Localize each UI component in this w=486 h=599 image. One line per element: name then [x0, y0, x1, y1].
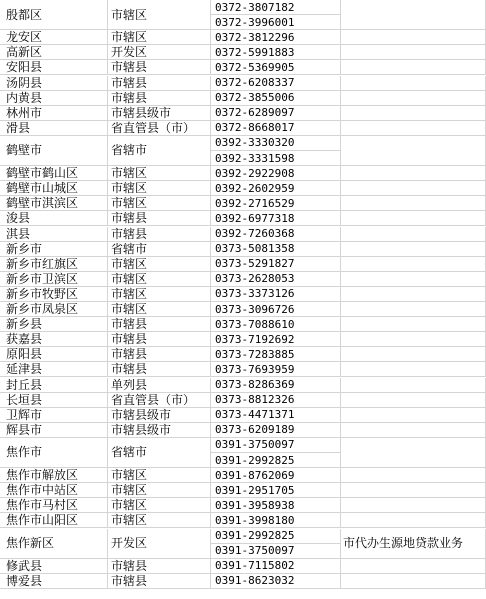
phone-cell[interactable]: 0373-7693959: [211, 362, 341, 377]
type-cell[interactable]: 市辖县: [108, 91, 211, 106]
district-cell[interactable]: 焦作新区: [0, 529, 108, 559]
type-cell[interactable]: 省辖市: [108, 136, 211, 166]
phone-cell[interactable]: 0391-3958938: [211, 498, 341, 513]
note-cell[interactable]: [341, 136, 486, 166]
district-cell[interactable]: 安阳县: [0, 60, 108, 75]
type-cell[interactable]: 市辖县: [108, 559, 211, 574]
note-cell[interactable]: [341, 45, 486, 60]
note-cell[interactable]: [341, 60, 486, 75]
phone-cell[interactable]: 0372-6208337: [211, 76, 341, 91]
note-cell[interactable]: [341, 121, 486, 136]
note-cell[interactable]: [341, 498, 486, 513]
district-cell[interactable]: 新乡市红旗区: [0, 257, 108, 272]
phone-cell[interactable]: 0372-5991883: [211, 45, 341, 60]
phone-cell[interactable]: 0392-2716529: [211, 196, 341, 211]
note-cell[interactable]: [341, 559, 486, 574]
phone-cell[interactable]: 0373-4471371: [211, 408, 341, 423]
district-cell[interactable]: 鹤壁市山城区: [0, 181, 108, 196]
type-cell[interactable]: 市辖区: [108, 272, 211, 287]
type-cell[interactable]: 市辖县级市: [108, 106, 211, 121]
phone-cell[interactable]: 0391-3750097: [211, 544, 341, 559]
district-cell[interactable]: 焦作市马村区: [0, 498, 108, 513]
note-cell[interactable]: [341, 468, 486, 483]
district-cell[interactable]: 博爱县: [0, 574, 108, 589]
phone-cell[interactable]: 0391-3998180: [211, 513, 341, 528]
type-cell[interactable]: 省辖市: [108, 438, 211, 468]
type-cell[interactable]: 市辖区: [108, 196, 211, 211]
type-cell[interactable]: 单列县: [108, 378, 211, 393]
type-cell[interactable]: 市辖区: [108, 513, 211, 528]
note-cell[interactable]: [341, 30, 486, 45]
type-cell[interactable]: 市辖县: [108, 317, 211, 332]
phone-cell[interactable]: 0391-3750097: [211, 438, 341, 453]
note-cell[interactable]: [341, 438, 486, 468]
type-cell[interactable]: 省辖市: [108, 242, 211, 257]
phone-cell[interactable]: 0392-3330320: [211, 136, 341, 151]
note-cell[interactable]: [341, 483, 486, 498]
phone-cell[interactable]: 0372-6289097: [211, 106, 341, 121]
phone-cell[interactable]: 0391-2992825: [211, 529, 341, 544]
district-cell[interactable]: 鹤壁市: [0, 136, 108, 166]
note-cell[interactable]: [341, 196, 486, 211]
district-cell[interactable]: 新乡市凤泉区: [0, 302, 108, 317]
district-cell[interactable]: 高新区: [0, 45, 108, 60]
phone-cell[interactable]: 0392-7260368: [211, 227, 341, 242]
note-cell[interactable]: [341, 227, 486, 242]
type-cell[interactable]: 市辖县: [108, 332, 211, 347]
phone-cell[interactable]: 0392-3331598: [211, 151, 341, 166]
district-cell[interactable]: 焦作市中站区: [0, 483, 108, 498]
district-cell[interactable]: 新乡市卫滨区: [0, 272, 108, 287]
phone-cell[interactable]: 0373-7088610: [211, 317, 341, 332]
phone-cell[interactable]: 0391-8623032: [211, 574, 341, 589]
district-cell[interactable]: 淇县: [0, 227, 108, 242]
note-cell[interactable]: [341, 574, 486, 589]
note-cell[interactable]: [341, 302, 486, 317]
type-cell[interactable]: 市辖县: [108, 574, 211, 589]
note-cell[interactable]: [341, 393, 486, 408]
phone-cell[interactable]: 0391-7115802: [211, 559, 341, 574]
district-cell[interactable]: 浚县: [0, 211, 108, 226]
district-cell[interactable]: 殷都区: [0, 0, 108, 30]
note-cell[interactable]: [341, 257, 486, 272]
note-cell[interactable]: [341, 166, 486, 181]
district-cell[interactable]: 原阳县: [0, 347, 108, 362]
type-cell[interactable]: 市辖县级市: [108, 423, 211, 438]
district-cell[interactable]: 新乡市: [0, 242, 108, 257]
district-cell[interactable]: 内黄县: [0, 91, 108, 106]
district-cell[interactable]: 封丘县: [0, 378, 108, 393]
type-cell[interactable]: 开发区: [108, 45, 211, 60]
phone-cell[interactable]: 0373-5291827: [211, 257, 341, 272]
type-cell[interactable]: 市辖区: [108, 287, 211, 302]
note-cell[interactable]: [341, 287, 486, 302]
district-cell[interactable]: 获嘉县: [0, 332, 108, 347]
district-cell[interactable]: 长垣县: [0, 393, 108, 408]
type-cell[interactable]: 省直管县（市）: [108, 393, 211, 408]
note-cell[interactable]: [341, 76, 486, 91]
phone-cell[interactable]: 0373-7283885: [211, 347, 341, 362]
note-cell[interactable]: [341, 272, 486, 287]
note-cell[interactable]: [341, 0, 486, 30]
district-cell[interactable]: 鹤壁市淇滨区: [0, 196, 108, 211]
note-cell[interactable]: [341, 211, 486, 226]
phone-cell[interactable]: 0373-5081358: [211, 242, 341, 257]
district-cell[interactable]: 林州市: [0, 106, 108, 121]
district-cell[interactable]: 汤阴县: [0, 76, 108, 91]
type-cell[interactable]: 市辖区: [108, 483, 211, 498]
phone-cell[interactable]: 0373-7192692: [211, 332, 341, 347]
note-cell[interactable]: [341, 362, 486, 377]
note-cell[interactable]: 市代办生源地贷款业务: [341, 529, 486, 559]
type-cell[interactable]: 市辖区: [108, 498, 211, 513]
type-cell[interactable]: 市辖区: [108, 30, 211, 45]
district-cell[interactable]: 辉县市: [0, 423, 108, 438]
phone-cell[interactable]: 0372-3807182: [211, 0, 341, 15]
note-cell[interactable]: [341, 378, 486, 393]
phone-cell[interactable]: 0373-3373126: [211, 287, 341, 302]
district-cell[interactable]: 焦作市: [0, 438, 108, 468]
phone-cell[interactable]: 0373-2628053: [211, 272, 341, 287]
district-cell[interactable]: 延津县: [0, 362, 108, 377]
type-cell[interactable]: 开发区: [108, 529, 211, 559]
note-cell[interactable]: [341, 91, 486, 106]
note-cell[interactable]: [341, 317, 486, 332]
note-cell[interactable]: [341, 106, 486, 121]
type-cell[interactable]: 市辖区: [108, 181, 211, 196]
note-cell[interactable]: [341, 347, 486, 362]
district-cell[interactable]: 新乡县: [0, 317, 108, 332]
type-cell[interactable]: 市辖区: [108, 468, 211, 483]
district-cell[interactable]: 滑县: [0, 121, 108, 136]
phone-cell[interactable]: 0391-2951705: [211, 483, 341, 498]
phone-cell[interactable]: 0392-6977318: [211, 211, 341, 226]
district-cell[interactable]: 新乡市牧野区: [0, 287, 108, 302]
type-cell[interactable]: 市辖区: [108, 0, 211, 30]
phone-cell[interactable]: 0373-3096726: [211, 302, 341, 317]
note-cell[interactable]: [341, 513, 486, 528]
phone-cell[interactable]: 0372-5369905: [211, 60, 341, 75]
type-cell[interactable]: 市辖县: [108, 211, 211, 226]
district-cell[interactable]: 鹤壁市鹤山区: [0, 166, 108, 181]
type-cell[interactable]: 市辖县级市: [108, 408, 211, 423]
district-cell[interactable]: 焦作市解放区: [0, 468, 108, 483]
type-cell[interactable]: 市辖县: [108, 76, 211, 91]
phone-cell[interactable]: 0372-3812296: [211, 30, 341, 45]
phone-cell[interactable]: 0391-2992825: [211, 453, 341, 468]
phone-cell[interactable]: 0373-6209189: [211, 423, 341, 438]
district-cell[interactable]: 焦作市山阳区: [0, 513, 108, 528]
note-cell[interactable]: [341, 408, 486, 423]
type-cell[interactable]: 市辖县: [108, 362, 211, 377]
district-cell[interactable]: 卫辉市: [0, 408, 108, 423]
phone-cell[interactable]: 0391-8762069: [211, 468, 341, 483]
type-cell[interactable]: 市辖县: [108, 227, 211, 242]
phone-cell[interactable]: 0372-3996001: [211, 15, 341, 30]
type-cell[interactable]: 市辖县: [108, 347, 211, 362]
district-cell[interactable]: 龙安区: [0, 30, 108, 45]
phone-cell[interactable]: 0372-3855006: [211, 91, 341, 106]
district-cell[interactable]: 修武县: [0, 559, 108, 574]
note-cell[interactable]: [341, 242, 486, 257]
type-cell[interactable]: 市辖区: [108, 257, 211, 272]
phone-cell[interactable]: 0392-2602959: [211, 181, 341, 196]
note-cell[interactable]: [341, 181, 486, 196]
note-cell[interactable]: [341, 332, 486, 347]
phone-cell[interactable]: 0372-8668017: [211, 121, 341, 136]
type-cell[interactable]: 市辖区: [108, 302, 211, 317]
phone-cell[interactable]: 0392-2922908: [211, 166, 341, 181]
type-cell[interactable]: 市辖区: [108, 166, 211, 181]
note-cell[interactable]: [341, 423, 486, 438]
phone-cell[interactable]: 0373-8286369: [211, 378, 341, 393]
phone-cell[interactable]: 0373-8812326: [211, 393, 341, 408]
type-cell[interactable]: 省直管县（市）: [108, 121, 211, 136]
type-cell[interactable]: 市辖县: [108, 60, 211, 75]
